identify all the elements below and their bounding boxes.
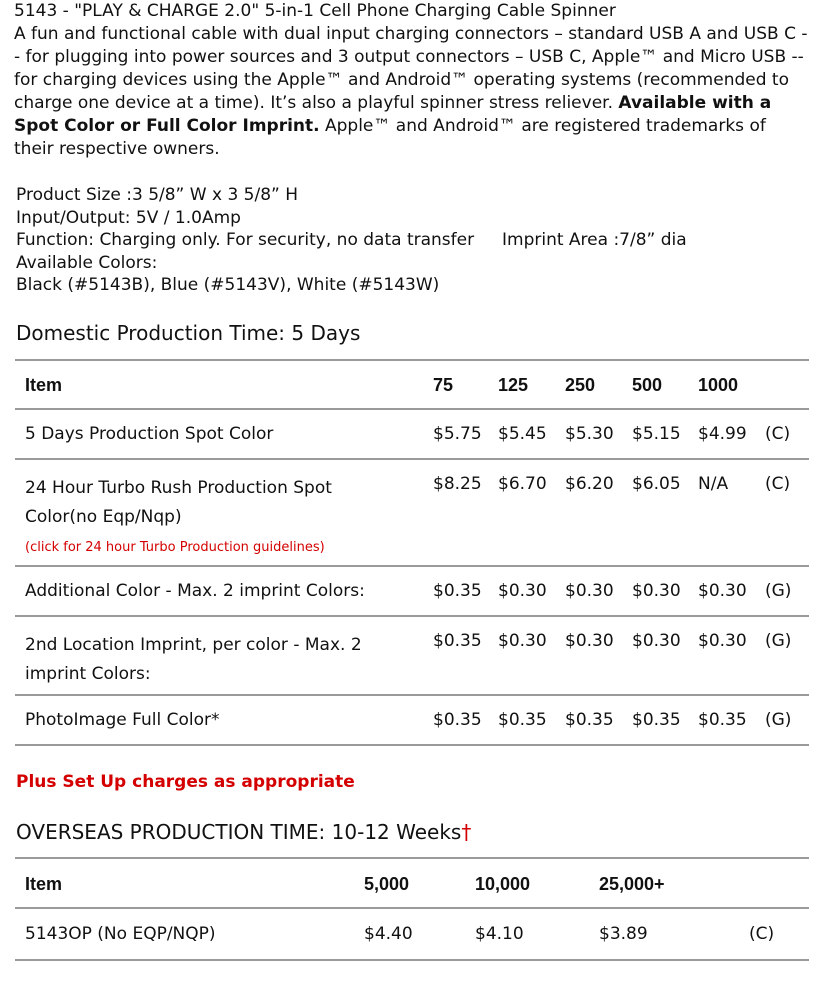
product-size: Product Size :3 5/8” W x 3 5/8” H	[16, 185, 299, 205]
available-colors-label: Available Colors:	[16, 252, 158, 273]
price-code: (G)	[765, 710, 792, 730]
price-cell: $0.30	[698, 631, 747, 651]
price-code: (G)	[765, 581, 792, 601]
row-label: 5 Days Production Spot Color	[25, 424, 274, 444]
function-spec: Function: Charging only. For security, no data transfer	[16, 230, 475, 250]
product-description	[14, 0, 810, 161]
price-cell: $4.40	[364, 924, 413, 944]
turbo-guidelines-link[interactable]: (click for 24 hour Turbo Production guidelines)	[25, 540, 325, 555]
price-cell: $0.30	[632, 581, 681, 601]
row-label	[15, 459, 433, 566]
price-cell: $8.25	[433, 474, 482, 494]
header-qty-1000: 1000	[698, 375, 739, 395]
price-cell: $0.30	[565, 631, 614, 651]
price-code: (C)	[749, 924, 775, 944]
table-row	[15, 695, 809, 745]
table-row	[15, 908, 809, 960]
row-label: Additional Color - Max. 2 imprint Colors:	[25, 581, 365, 601]
table-row	[15, 409, 809, 459]
price-cell: $3.89	[599, 924, 648, 944]
price-cell: $6.70	[498, 474, 547, 494]
dagger-mark: †	[461, 820, 472, 844]
available-colors: Black (#5143B), Blue (#5143V), White (#5143W)	[16, 275, 440, 295]
price-cell: $0.30	[498, 581, 547, 601]
header-item: Item	[25, 375, 63, 395]
price-cell: $5.45	[498, 424, 547, 444]
price-cell: $0.35	[565, 710, 614, 730]
imprint-area: Imprint Area :7/8” dia	[502, 230, 687, 250]
header-qty-5000: 5,000	[364, 874, 410, 894]
overseas-heading-text: OVERSEAS PRODUCTION TIME: 10-12 Weeks	[16, 820, 462, 844]
product-desc: A fun and functional cable with dual input charging connectors – standard USB A and USB C -- for plugging into power sources and 3 output connectors – USB C, Apple™ and Micro USB -- for charging devices using the Apple™ and Android™ operating systems (recommended to charge one device at a time). It’s also a playful spinner stress reliever.	[14, 24, 808, 113]
price-cell: $6.20	[565, 474, 614, 494]
price-cell: $0.30	[565, 581, 614, 601]
price-cell: $0.30	[632, 631, 681, 651]
row-label: 5143OP (No EQP/NQP)	[25, 924, 216, 944]
header-qty-125: 125	[498, 375, 529, 395]
domestic-price-table	[15, 359, 809, 746]
price-cell: N/A	[698, 474, 729, 494]
imprint-availability: Available with a Spot Color or Full Color Imprint.	[14, 93, 772, 136]
product-specs	[16, 184, 806, 297]
row-label-text: 24 Hour Turbo Rush Production Spot Color(no Eqp/Nqp)	[25, 478, 332, 527]
price-cell: $5.15	[632, 424, 681, 444]
domestic-heading: Domestic Production Time: 5 Days	[16, 321, 361, 345]
table-row	[15, 459, 809, 566]
price-cell: $0.35	[433, 631, 482, 651]
price-code: (C)	[765, 474, 791, 494]
overseas-heading	[16, 819, 471, 845]
price-cell: $0.30	[498, 631, 547, 651]
input-output: Input/Output: 5V / 1.0Amp	[16, 207, 241, 228]
price-cell: $0.35	[498, 710, 547, 730]
price-code: (C)	[765, 424, 791, 444]
price-cell: $5.75	[433, 424, 482, 444]
table-header-row	[15, 858, 809, 908]
header-qty-250: 250	[565, 375, 596, 395]
price-cell: $0.35	[433, 710, 482, 730]
price-cell: $6.05	[632, 474, 681, 494]
row-label: 2nd Location Imprint, per color - Max. 2 imprint Colors:	[25, 635, 362, 684]
header-qty-500: 500	[632, 375, 663, 395]
price-cell: $0.35	[433, 581, 482, 601]
table-row	[15, 616, 809, 695]
price-cell: $0.30	[698, 581, 747, 601]
price-cell: $5.30	[565, 424, 614, 444]
row-label: PhotoImage Full Color*	[25, 710, 220, 730]
price-cell: $0.35	[632, 710, 681, 730]
price-code: (G)	[765, 631, 792, 651]
header-qty-25000: 25,000+	[599, 874, 665, 894]
table-header-row	[15, 360, 809, 409]
header-qty-10000: 10,000	[475, 874, 531, 894]
setup-charges-note: Plus Set Up charges as appropriate	[16, 772, 355, 792]
price-cell: $4.10	[475, 924, 524, 944]
trademark-note: Apple™ and Android™ are registered trademarks of their respective owners.	[14, 116, 766, 159]
header-qty-75: 75	[433, 375, 454, 395]
product-title: 5143 - "PLAY & CHARGE 2.0" 5-in-1 Cell Phone Charging Cable Spinner	[14, 1, 616, 21]
price-cell: $0.35	[698, 710, 747, 730]
price-cell: $4.99	[698, 424, 747, 444]
header-item: Item	[25, 874, 63, 894]
table-row	[15, 566, 809, 616]
overseas-price-table	[15, 857, 809, 961]
